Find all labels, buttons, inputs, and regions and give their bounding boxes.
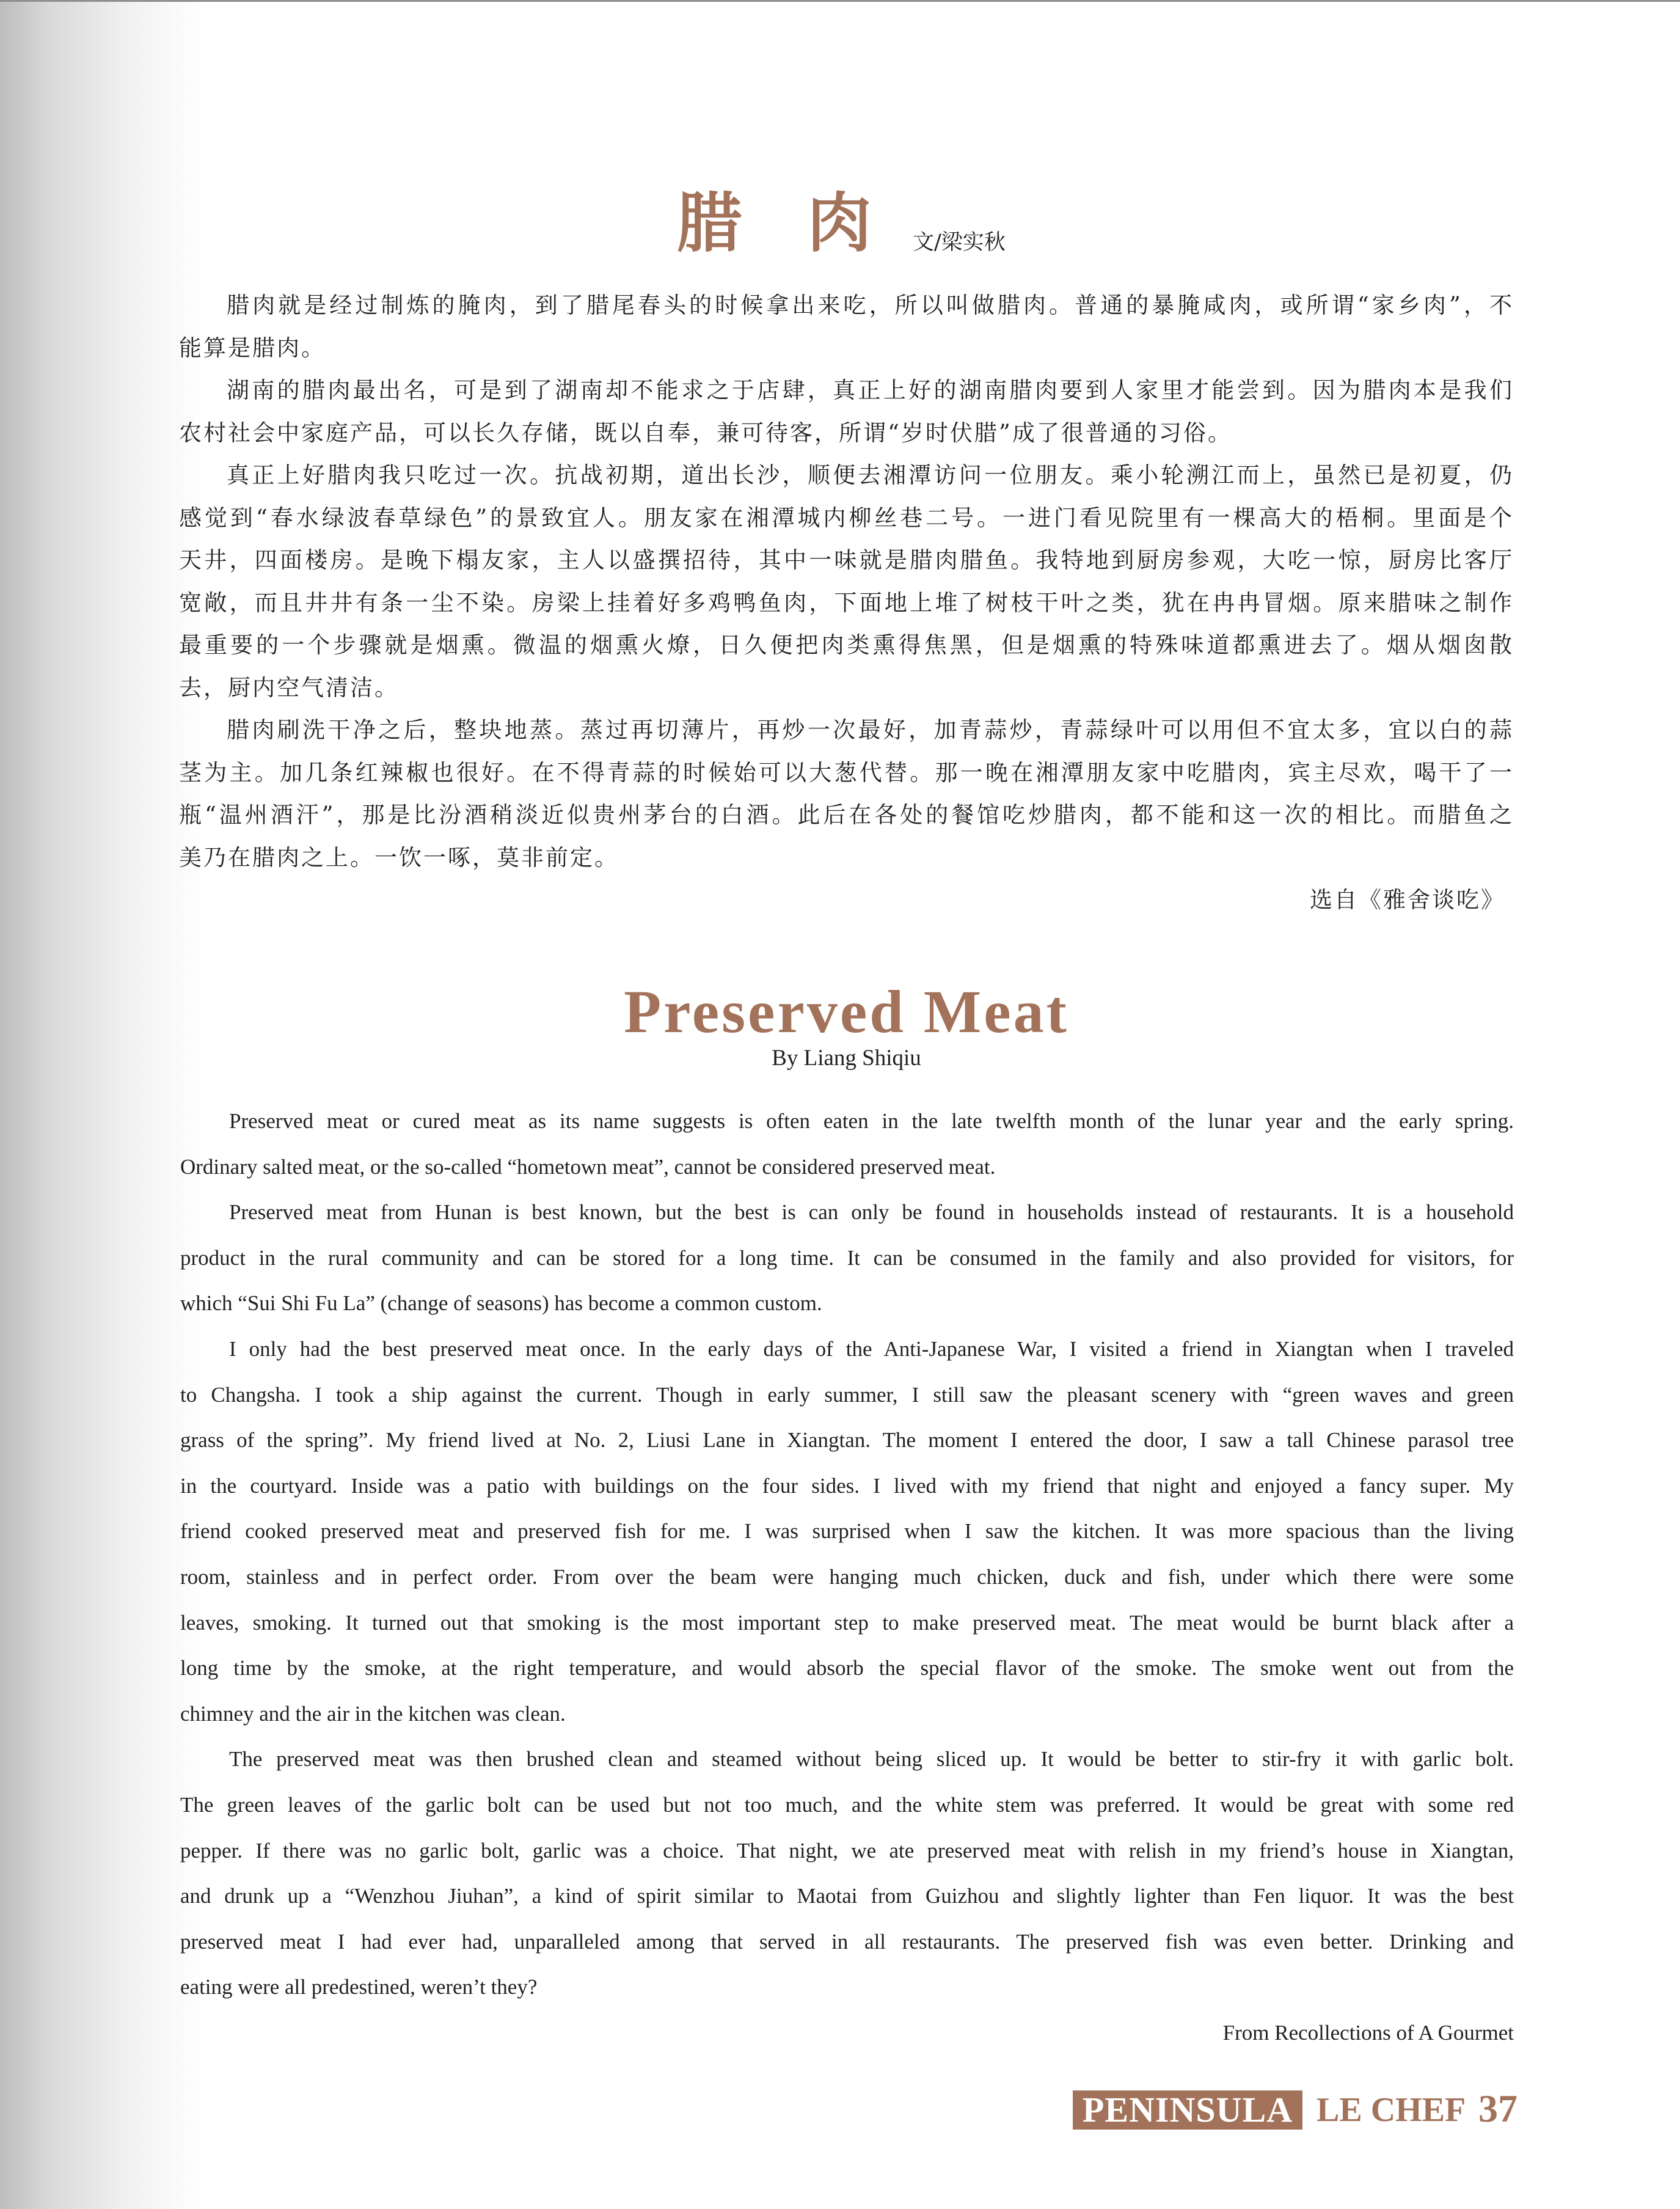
en-text-line: The preserved meat was then brushed clean and steamed without being sliced up. It would be better to stir-fry it with garlic bolt.	[229, 1747, 1514, 1771]
en-text-line: The green leaves of the garlic bolt can be used but not too much, and the white stem was preferred. It would be great with some red	[180, 1792, 1514, 1817]
zh-paragraph	[179, 369, 1514, 454]
zh-source-credit: 选自《雅舍谈吃》	[1310, 887, 1505, 913]
en-paragraph	[180, 1327, 1514, 1737]
zh-paragraph	[179, 709, 1514, 879]
en-text-line: leaves, smoking. It turned out that smoking is the most important step to make preserved meat. The meat would be burnt black after a	[180, 1610, 1514, 1635]
zh-text-line: 宽敞，而且井井有条一尘不染。房梁上挂着好多鸡鸭鱼肉，下面地上堆了树枝干叶之类，犹在冉冉冒烟。原来腊味之制作	[179, 589, 1514, 616]
page-number: 37	[1478, 2087, 1517, 2130]
zh-text-line: 腊肉刷洗干净之后，整块地蒸。蒸过再切薄片，再炒一次最好，加青蒜炒，青蒜绿叶可以用但不宜太多，宜以白的蒜	[227, 717, 1514, 743]
zh-text-line: 感觉到“春水绿波春草绿色”的景致宜人。朋友家在湘潭城内柳丝巷二号。一进门看见院里有一棵高大的梧桐。里面是个	[179, 504, 1514, 531]
en-text-line: eating were all predestined, weren’t they?	[180, 1975, 538, 1999]
footer-magazine-name: PENINSULA	[1073, 2090, 1302, 2130]
en-text-line: which “Sui Shi Fu La” (change of seasons) has become a common custom.	[180, 1291, 822, 1316]
zh-text-line: 真正上好腊肉我只吃过一次。抗战初期，道出长沙，顺便去湘潭访问一位朋友。乘小轮溯江而上，虽然已是初夏，仍	[227, 462, 1514, 488]
zh-text-line: 湖南的腊肉最出名，可是到了湖南却不能求之于店肆，真正上好的湖南腊肉要到人家里才能尝到。因为腊肉本是我们	[227, 377, 1514, 403]
zh-text-line: 农村社会中家庭产品，可以长久存储，既以自奉，兼可待客，所谓“岁时伏腊”成了很普通的习俗。	[179, 419, 1232, 446]
zh-text-line: 能算是腊肉。	[179, 334, 326, 361]
zh-paragraph	[179, 284, 1514, 369]
en-text-line: in the courtyard. Inside was a patio with buildings on the four sides. I lived with my friend that night and enjoyed a fancy super. My	[180, 1473, 1514, 1498]
en-paragraph	[180, 1737, 1514, 2010]
zh-text-line: 去，厨内空气清洁。	[179, 674, 399, 701]
zh-paragraph	[179, 454, 1514, 709]
binding-shadow	[0, 0, 202, 2209]
top-edge-rule	[0, 0, 1680, 2]
zh-article-body	[179, 284, 1514, 921]
zh-text-line: 最重要的一个步骤就是烟熏。微温的烟熏火燎，日久便把肉类熏得焦黑，但是烟熏的特殊味道都熏进去了。烟从烟囱散	[179, 632, 1514, 658]
en-text-line: room, stainless and in perfect order. From over the beam were hanging much chicken, duck and fish, under which there were some	[180, 1564, 1514, 1589]
en-paragraph	[180, 1190, 1514, 1327]
en-text-line: preserved meat I had ever had, unparalleled among that served in all restaurants. The preserved fish was even better. Drinking and	[180, 1929, 1514, 1954]
zh-text-line: 瓶“温州酒汗”，那是比汾酒稍淡近似贵州茅台的白酒。此后在各处的餐馆吃炒腊肉，都不能和这一次的相比。而腊鱼之	[179, 802, 1514, 828]
zh-text-line: 天井，四面楼房。是晚下榻友家，主人以盛撰招待，其中一味就是腊肉腊鱼。我特地到厨房参观，大吃一惊，厨房比客厅	[179, 547, 1514, 573]
en-article-byline: By Liang Shiqiu	[772, 1046, 921, 1071]
zh-text-line: 腊肉就是经过制炼的腌肉，到了腊尾春头的时候拿出来吃，所以叫做腊肉。普通的暴腌咸肉，或所谓“家乡肉”，不	[227, 292, 1514, 318]
en-source-credit: From Recollections of A Gourmet	[1222, 2020, 1514, 2045]
en-text-line: I only had the best preserved meat once. In the early days of the Anti-Japanese War, I visited a friend in Xiangtan when I traveled	[229, 1336, 1514, 1361]
en-text-line: grass of the spring”. My friend lived at No. 2, Liusi Lane in Xiangtan. The moment I entered the door, I saw a tall Chinese parasol tree	[180, 1428, 1514, 1453]
zh-text-line: 美乃在腊肉之上。一饮一啄，莫非前定。	[179, 844, 619, 871]
en-text-line: Ordinary salted meat, or the so-called “hometown meat”, cannot be considered preserved meat.	[180, 1154, 996, 1179]
en-text-line: Preserved meat from Hunan is best known, but the best is can only be found in households instead of restaurants. It is a household	[229, 1200, 1514, 1225]
zh-text-line: 茎为主。加几条红辣椒也很好。在不得青蒜的时候始可以大葱代替。那一晚在湘潭朋友家中吃腊肉，宾主尽欢，喝干了一	[179, 759, 1514, 786]
zh-article-title: 腊 肉	[677, 185, 872, 261]
en-article-body	[180, 1099, 1514, 2056]
en-text-line: long time by the smoke, at the right temperature, and would absorb the special flavor of the smoke. The smoke went out from the	[180, 1656, 1514, 1680]
en-article-title: Preserved Meat	[624, 978, 1069, 1046]
en-text-line: pepper. If there was no garlic bolt, garlic was a choice. That night, we ate preserved meat with relish in my friend’s house in Xiangtan,	[180, 1838, 1514, 1863]
en-text-line: to Changsha. I took a ship against the current. Though in early summer, I still saw the pleasant scenery with “green waves and green	[180, 1382, 1514, 1407]
en-text-line: Preserved meat or cured meat as its name suggests is often eaten in the late twelfth month of the lunar year and the early spring.	[229, 1109, 1514, 1133]
en-text-line: friend cooked preserved meat and preserved fish for me. I was surprised when I saw the kitchen. It was more spacious than the living	[180, 1519, 1514, 1544]
footer-section-name: LE CHEF	[1317, 2091, 1466, 2129]
en-text-line: chimney and the air in the kitchen was clean.	[180, 1701, 566, 1726]
zh-article-author: 文/梁实秋	[913, 230, 1006, 255]
en-text-line: and drunk up a “Wenzhou Jiuhan”, a kind of spirit similar to Maotai from Guizhou and slightly lighter than Fen liquor. It was the best	[180, 1884, 1514, 1908]
en-paragraph	[180, 1099, 1514, 1190]
en-text-line: product in the rural community and can be stored for a long time. It can be consumed in the family and also provided for visitors, for	[180, 1245, 1514, 1270]
